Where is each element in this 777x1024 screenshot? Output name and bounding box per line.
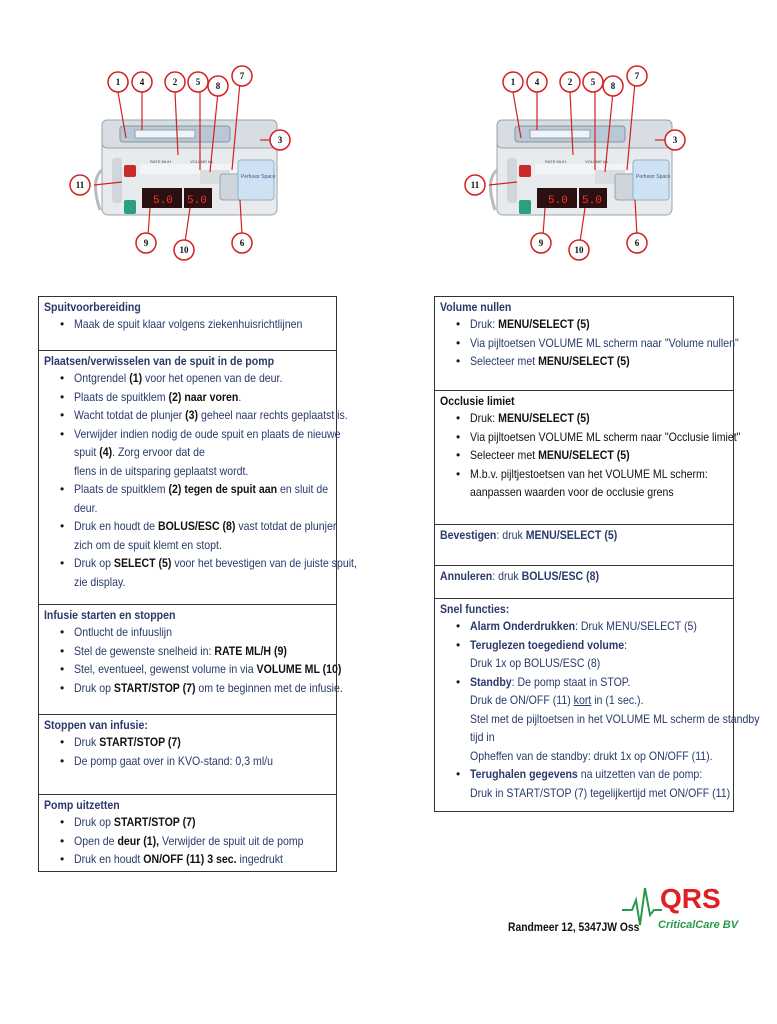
marker-8 xyxy=(603,76,623,96)
svg-text:9: 9 xyxy=(538,238,544,248)
marker-11 xyxy=(70,175,90,195)
svg-text:5: 5 xyxy=(590,77,596,87)
svg-text:5: 5 xyxy=(195,77,201,87)
section-annuleren: Annuleren: druk BOLUS/ESC (8) xyxy=(435,566,733,599)
list-item: • Maak de spuit klaar volgens ziekenhuisrichtlijnen xyxy=(74,315,330,334)
list-item: • Standby: De pomp staat in STOP. Druk de ON/OFF (11) kort in (1 sec.). Stel met de pijltoetsen in het VOLUME ML scherm de standby tijd in Opheffen van de standby: drukt 1x op ON/OFF (11). xyxy=(470,673,727,766)
marker-3 xyxy=(270,130,290,150)
svg-text:8: 8 xyxy=(610,81,616,91)
list-item: • Plaats de spuitklem (2) naar voren. xyxy=(74,388,330,407)
marker-7 xyxy=(627,66,647,86)
svg-text:CriticalCare BV: CriticalCare BV xyxy=(658,919,739,931)
svg-text:9: 9 xyxy=(143,238,149,248)
svg-text:3: 3 xyxy=(672,135,678,145)
list-item: • Stel, eventueel, gewenst volume in via VOLUME ML (10) xyxy=(74,660,330,679)
svg-text:4: 4 xyxy=(534,77,540,87)
list-item: • Druk op START/STOP (7) xyxy=(74,813,330,832)
instructions-left xyxy=(38,296,357,872)
volume-label: VOLUME ML xyxy=(585,159,609,164)
section-title: Pomp uitzetten xyxy=(44,798,120,812)
list-item: • Druk en houdt ON/OFF (11) 3 sec. ingedrukt xyxy=(74,850,330,869)
section-title: Occlusie limiet xyxy=(440,394,515,408)
marker-10 xyxy=(569,240,589,260)
svg-text:QRS: QRS xyxy=(660,883,721,914)
list-item: • Wacht totdat de plunjer (3) geheel naar rechts geplaatst is. xyxy=(74,406,330,425)
svg-text:3: 3 xyxy=(277,135,283,145)
svg-text:4: 4 xyxy=(139,77,145,87)
section-title: Infusie starten en stoppen xyxy=(44,608,176,622)
list-item: • Stel de gewenste snelheid in: RATE ML/H (9) xyxy=(74,642,330,661)
svg-text:6: 6 xyxy=(634,238,640,248)
section-spuitvoorbereiding xyxy=(39,297,336,351)
list-item: • Ontlucht de infuuslijn xyxy=(74,623,330,642)
section-title: Plaatsen/verwisselen van de spuit in de pomp xyxy=(44,354,275,368)
list-item: • Via pijltoetsen VOLUME ML scherm naar "Occlusie limiet" xyxy=(470,428,727,447)
marker-5 xyxy=(188,72,208,92)
marker-5 xyxy=(583,72,603,92)
svg-text:6: 6 xyxy=(239,238,245,248)
svg-text:1: 1 xyxy=(510,77,516,87)
instructions-right xyxy=(434,296,760,812)
svg-text:11: 11 xyxy=(75,180,85,190)
rate-readout: 5.0 xyxy=(548,195,568,207)
marker-6 xyxy=(232,233,252,253)
section-plaatsen xyxy=(39,351,357,605)
svg-text:8: 8 xyxy=(215,81,221,91)
list-item: • Druk en houdt de BOLUS/ESC (8) vast totdat de plunjer zich om de spuit klemt en stopt. xyxy=(74,517,330,554)
svg-text:7: 7 xyxy=(239,71,245,81)
list-item: • Verwijder indien nodig de oude spuit en plaats de nieuwe spuit (4). Zorg ervoor dat de flens in de uitsparing geplaatst wordt. xyxy=(74,425,330,481)
marker-4 xyxy=(132,72,152,92)
marker-9 xyxy=(136,233,156,253)
list-item: • M.b.v. pijltjestoetsen van het VOLUME ML scherm: aanpassen waarden voor de occlusie grens xyxy=(470,465,727,502)
list-item: • Selecteer met MENU/SELECT (5) xyxy=(470,352,727,371)
svg-text:11: 11 xyxy=(470,180,480,190)
marker-2 xyxy=(560,72,580,92)
brand-label: Perfusor Space xyxy=(241,174,276,180)
marker-8 xyxy=(208,76,228,96)
section-stoppen xyxy=(39,715,336,795)
list-item: • Terughalen gegevens na uitzetten van de pomp: Druk in START/STOP (7) tegelijkertijd met ON/OFF (11) xyxy=(470,765,727,802)
marker-11 xyxy=(465,175,485,195)
list-item: • Druk op START/STOP (7) om te beginnen met de infusie. xyxy=(74,679,330,698)
list-item: • Via pijltoetsen VOLUME ML scherm naar "Volume nullen" xyxy=(470,334,727,353)
list-item: • Druk: MENU/SELECT (5) xyxy=(470,409,727,428)
svg-text:7: 7 xyxy=(634,71,640,81)
section-pomp-uitzetten xyxy=(39,795,336,872)
marker-7 xyxy=(232,66,252,86)
marker-3 xyxy=(665,130,685,150)
svg-text:2: 2 xyxy=(567,77,573,87)
pump-figure-right xyxy=(455,60,695,270)
list-item: • Alarm Onderdrukken: Druk MENU/SELECT (5) xyxy=(470,617,727,636)
list-item: • Druk: MENU/SELECT (5) xyxy=(470,315,727,334)
marker-1 xyxy=(108,72,128,92)
company-address: Randmeer 12, 5347JW Oss xyxy=(508,920,640,934)
list-item: • Teruglezen toegediend volume: Druk 1x op BOLUS/ESC (8) xyxy=(470,636,727,673)
volume-readout: 5.0 xyxy=(187,195,207,207)
section-infusie-starten xyxy=(39,605,343,715)
marker-9 xyxy=(531,233,551,253)
marker-2 xyxy=(165,72,185,92)
list-item: • Druk START/STOP (7) xyxy=(74,733,330,752)
list-item: • De pomp gaat over in KVO-stand: 0,3 ml/u xyxy=(74,752,330,771)
list-item: • Ontgrendel (1) voor het openen van de deur. xyxy=(74,369,330,388)
svg-text:10: 10 xyxy=(179,245,189,255)
section-occlusie-limiet xyxy=(435,391,741,525)
list-item: • Druk op SELECT (5) voor het bevestigen van de juiste spuit, zie display. xyxy=(74,554,330,591)
rate-label: RATE ML/H xyxy=(150,159,172,164)
marker-4 xyxy=(527,72,547,92)
pump-figure-left xyxy=(60,60,300,270)
list-item: • Plaats de spuitklem (2) tegen de spuit aan en sluit de deur. xyxy=(74,480,330,517)
qrs-logo xyxy=(620,870,739,940)
volume-label: VOLUME ML xyxy=(190,159,214,164)
volume-readout: 5.0 xyxy=(582,195,602,207)
section-title: Stoppen van infusie: xyxy=(44,718,148,732)
rate-label: RATE ML/H xyxy=(545,159,567,164)
section-volume-nullen xyxy=(435,297,739,391)
section-snel-functies xyxy=(435,599,760,805)
section-title: Snel functies: xyxy=(440,602,510,616)
marker-1 xyxy=(503,72,523,92)
section-bevestigen: Bevestigen: druk MENU/SELECT (5) xyxy=(435,525,733,566)
rate-readout: 5.0 xyxy=(153,195,173,207)
section-title: Volume nullen xyxy=(440,300,512,314)
list-item: • Selecteer met MENU/SELECT (5) xyxy=(470,446,727,465)
marker-6 xyxy=(627,233,647,253)
marker-10 xyxy=(174,240,194,260)
section-title: Spuitvoorbereiding xyxy=(44,300,141,314)
svg-text:10: 10 xyxy=(574,245,584,255)
svg-text:1: 1 xyxy=(115,77,121,87)
svg-text:2: 2 xyxy=(172,77,178,87)
list-item: • Open de deur (1), Verwijder de spuit uit de pomp xyxy=(74,832,330,851)
brand-label: Perfusor Space xyxy=(636,174,671,180)
